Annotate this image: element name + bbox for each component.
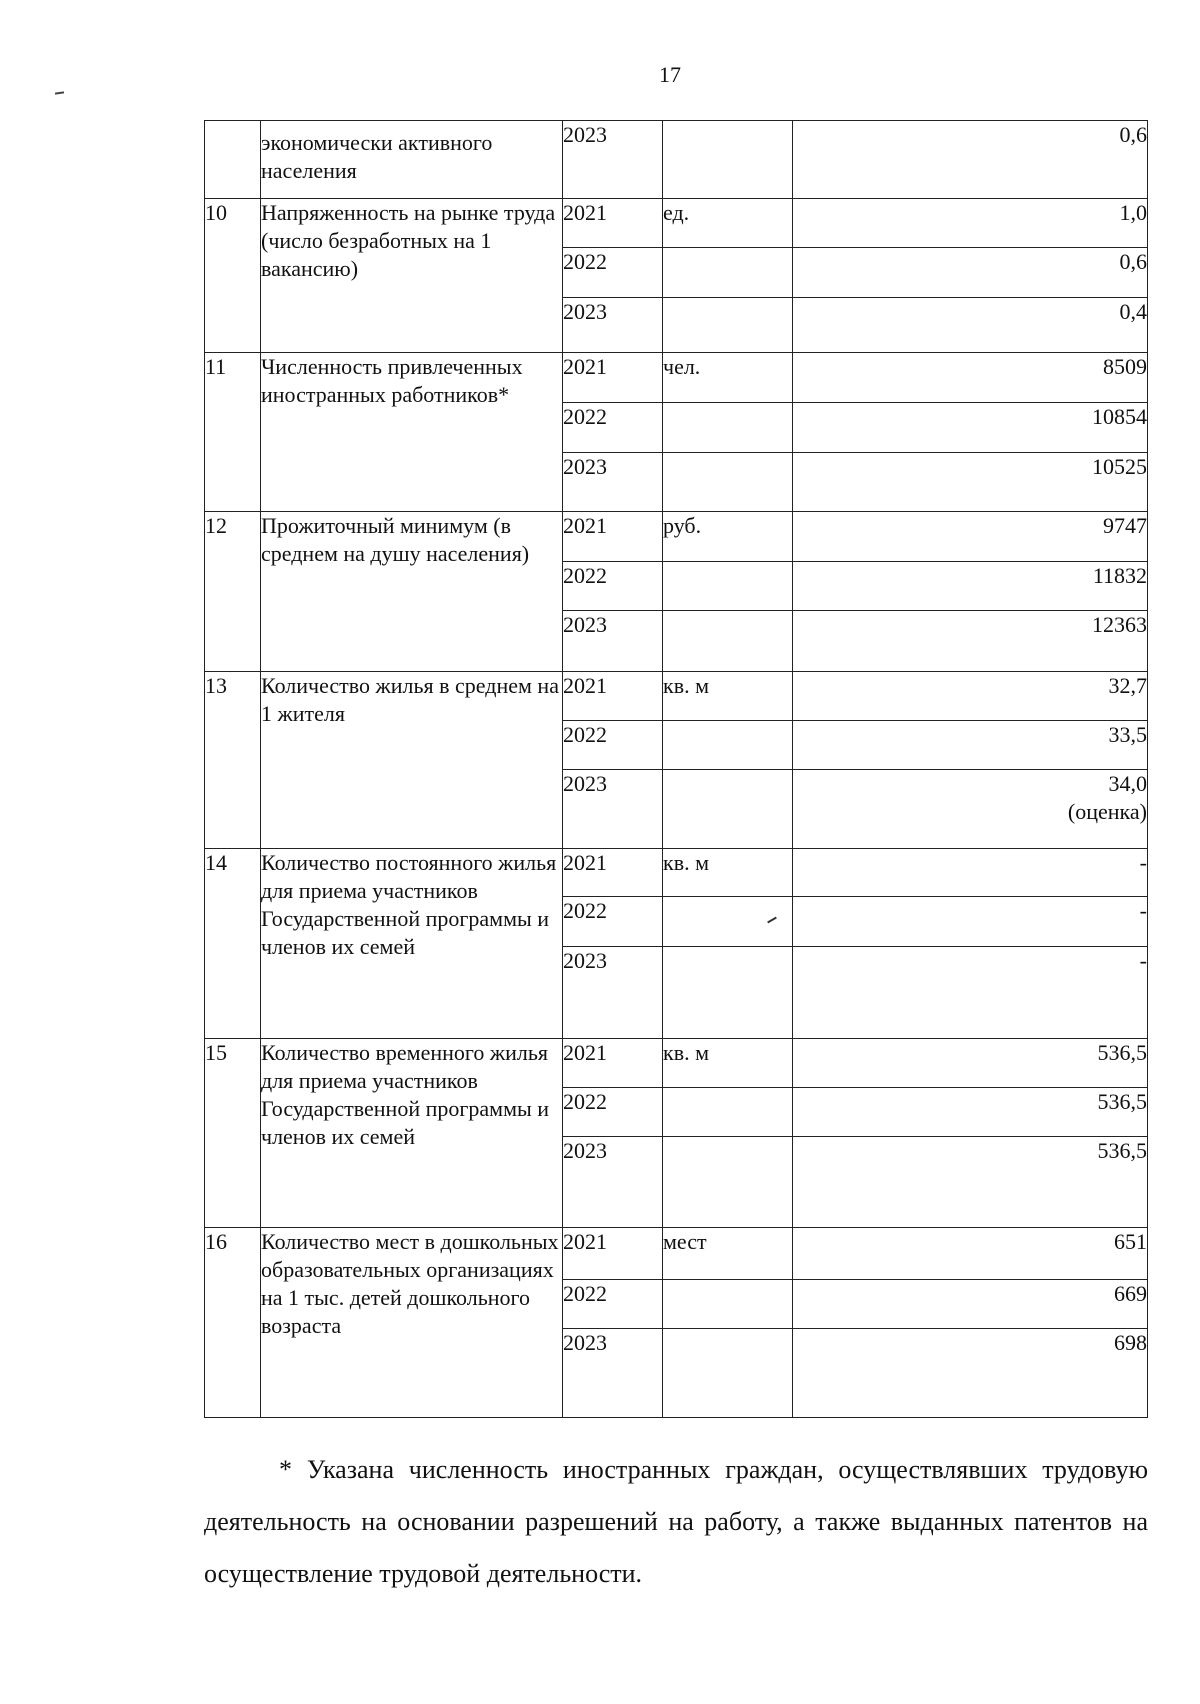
- value-cell: -: [793, 947, 1148, 1039]
- value-cell: 10525: [793, 453, 1148, 512]
- unit-cell: мест: [663, 1228, 793, 1280]
- indicator-name-cell: Прожиточный минимум (в среднем на душу населения): [261, 512, 563, 672]
- year-cell: 2022: [563, 403, 663, 453]
- indicator-name-cell: Количество жилья в среднем на 1 жителя: [261, 672, 563, 849]
- value-cell: 536,5: [793, 1039, 1148, 1088]
- table-row: [205, 1228, 1148, 1280]
- table-row: [205, 353, 1148, 403]
- row-number-cell: 15: [205, 1039, 261, 1228]
- indicator-name-cell: Количество временного жилья для приема участников Государственной программы и членов их семей: [261, 1039, 563, 1228]
- value-cell: 651: [793, 1228, 1148, 1280]
- indicators-table-container: [204, 120, 1148, 1418]
- year-cell: 2021: [563, 512, 663, 562]
- indicators-table: [204, 120, 1148, 1418]
- year-cell: 2022: [563, 721, 663, 770]
- value-cell: 1,0: [793, 199, 1148, 248]
- year-cell: 2023: [563, 947, 663, 1039]
- unit-cell: [663, 611, 793, 672]
- value-cell: 12363: [793, 611, 1148, 672]
- unit-cell: руб.: [663, 512, 793, 562]
- value-cell: 698: [793, 1329, 1148, 1418]
- value-cell: 0,6: [793, 121, 1148, 199]
- pen-tick-mark: [767, 917, 777, 924]
- value-cell: [793, 770, 1148, 849]
- year-cell: 2023: [563, 611, 663, 672]
- value-cell: 8509: [793, 353, 1148, 403]
- value-cell: -: [793, 849, 1148, 897]
- value-cell: 33,5: [793, 721, 1148, 770]
- indicator-name-cell: Количество мест в дошкольных образовательных организациях на 1 тыс. детей дошкольного возраста: [261, 1228, 563, 1418]
- unit-cell: кв. м: [663, 672, 793, 721]
- year-cell: 2022: [563, 897, 663, 947]
- footnote: [204, 1444, 1148, 1600]
- unit-cell: [663, 562, 793, 611]
- row-number-cell: 16: [205, 1228, 261, 1418]
- table-row: [205, 1039, 1148, 1088]
- unit-cell: чел.: [663, 353, 793, 403]
- unit-cell: ед.: [663, 199, 793, 248]
- unit-cell: [663, 1280, 793, 1329]
- unit-cell: [663, 453, 793, 512]
- unit-cell: [663, 1137, 793, 1228]
- indicator-name-cell: экономически активного населения: [261, 121, 563, 199]
- unit-cell: [663, 298, 793, 353]
- row-number-cell: 11: [205, 353, 261, 512]
- indicator-name-cell: Напряженность на рынке труда (число безработных на 1 вакансию): [261, 199, 563, 353]
- indicator-name-cell: Численность привлеченных иностранных работников*: [261, 353, 563, 512]
- year-cell: 2023: [563, 298, 663, 353]
- unit-cell: [663, 947, 793, 1039]
- value-text: 34,0: [1108, 771, 1147, 796]
- row-number-cell: [205, 121, 261, 199]
- table-row: [205, 849, 1148, 897]
- value-cell: 0,4: [793, 298, 1148, 353]
- page-number: 17: [659, 62, 681, 87]
- unit-cell: [663, 1329, 793, 1418]
- year-cell: 2021: [563, 1228, 663, 1280]
- unit-cell: [663, 721, 793, 770]
- table-row: [205, 672, 1148, 721]
- row-number-cell: 12: [205, 512, 261, 672]
- year-cell: 2023: [563, 453, 663, 512]
- unit-cell: кв. м: [663, 1039, 793, 1088]
- table-row: [205, 199, 1148, 248]
- estimate-note: (оценка): [1067, 799, 1147, 824]
- table-row: [205, 512, 1148, 562]
- value-cell: 9747: [793, 512, 1148, 562]
- value-cell: 0,6: [793, 248, 1148, 298]
- indicator-name-cell: Количество постоянного жилья для приема участников Государственной программы и членов их семей: [261, 849, 563, 1039]
- unit-cell: [663, 770, 793, 849]
- year-cell: 2023: [563, 1137, 663, 1228]
- year-cell: 2023: [563, 1329, 663, 1418]
- year-cell: 2022: [563, 1280, 663, 1329]
- footnote-text: * Указана численность иностранных граждан, осуществлявших трудовую деятельность на основании разрешений на работу, а также выданных патентов на осуществление трудовой деятельности.: [204, 1455, 1148, 1588]
- row-number-cell: 10: [205, 199, 261, 353]
- row-number-cell: 13: [205, 672, 261, 849]
- unit-cell: кв. м: [663, 849, 793, 897]
- value-cell: 536,5: [793, 1137, 1148, 1228]
- year-cell: 2022: [563, 562, 663, 611]
- value-cell: 669: [793, 1280, 1148, 1329]
- year-cell: 2021: [563, 849, 663, 897]
- unit-cell: [663, 403, 793, 453]
- year-cell: 2021: [563, 353, 663, 403]
- value-cell: 536,5: [793, 1088, 1148, 1137]
- unit-cell: [663, 897, 793, 947]
- unit-cell: [663, 1088, 793, 1137]
- row-number-cell: 14: [205, 849, 261, 1039]
- value-cell: 32,7: [793, 672, 1148, 721]
- year-cell: 2023: [563, 121, 663, 199]
- year-cell: 2023: [563, 770, 663, 849]
- year-cell: 2021: [563, 199, 663, 248]
- unit-cell: [663, 121, 793, 199]
- value-cell: -: [793, 897, 1148, 947]
- year-cell: 2022: [563, 1088, 663, 1137]
- value-cell: 10854: [793, 403, 1148, 453]
- table-row: [205, 121, 1148, 199]
- year-cell: 2021: [563, 672, 663, 721]
- year-cell: 2021: [563, 1039, 663, 1088]
- unit-cell: [663, 248, 793, 298]
- scan-mark: [55, 91, 64, 94]
- year-cell: 2022: [563, 248, 663, 298]
- value-cell: 11832: [793, 562, 1148, 611]
